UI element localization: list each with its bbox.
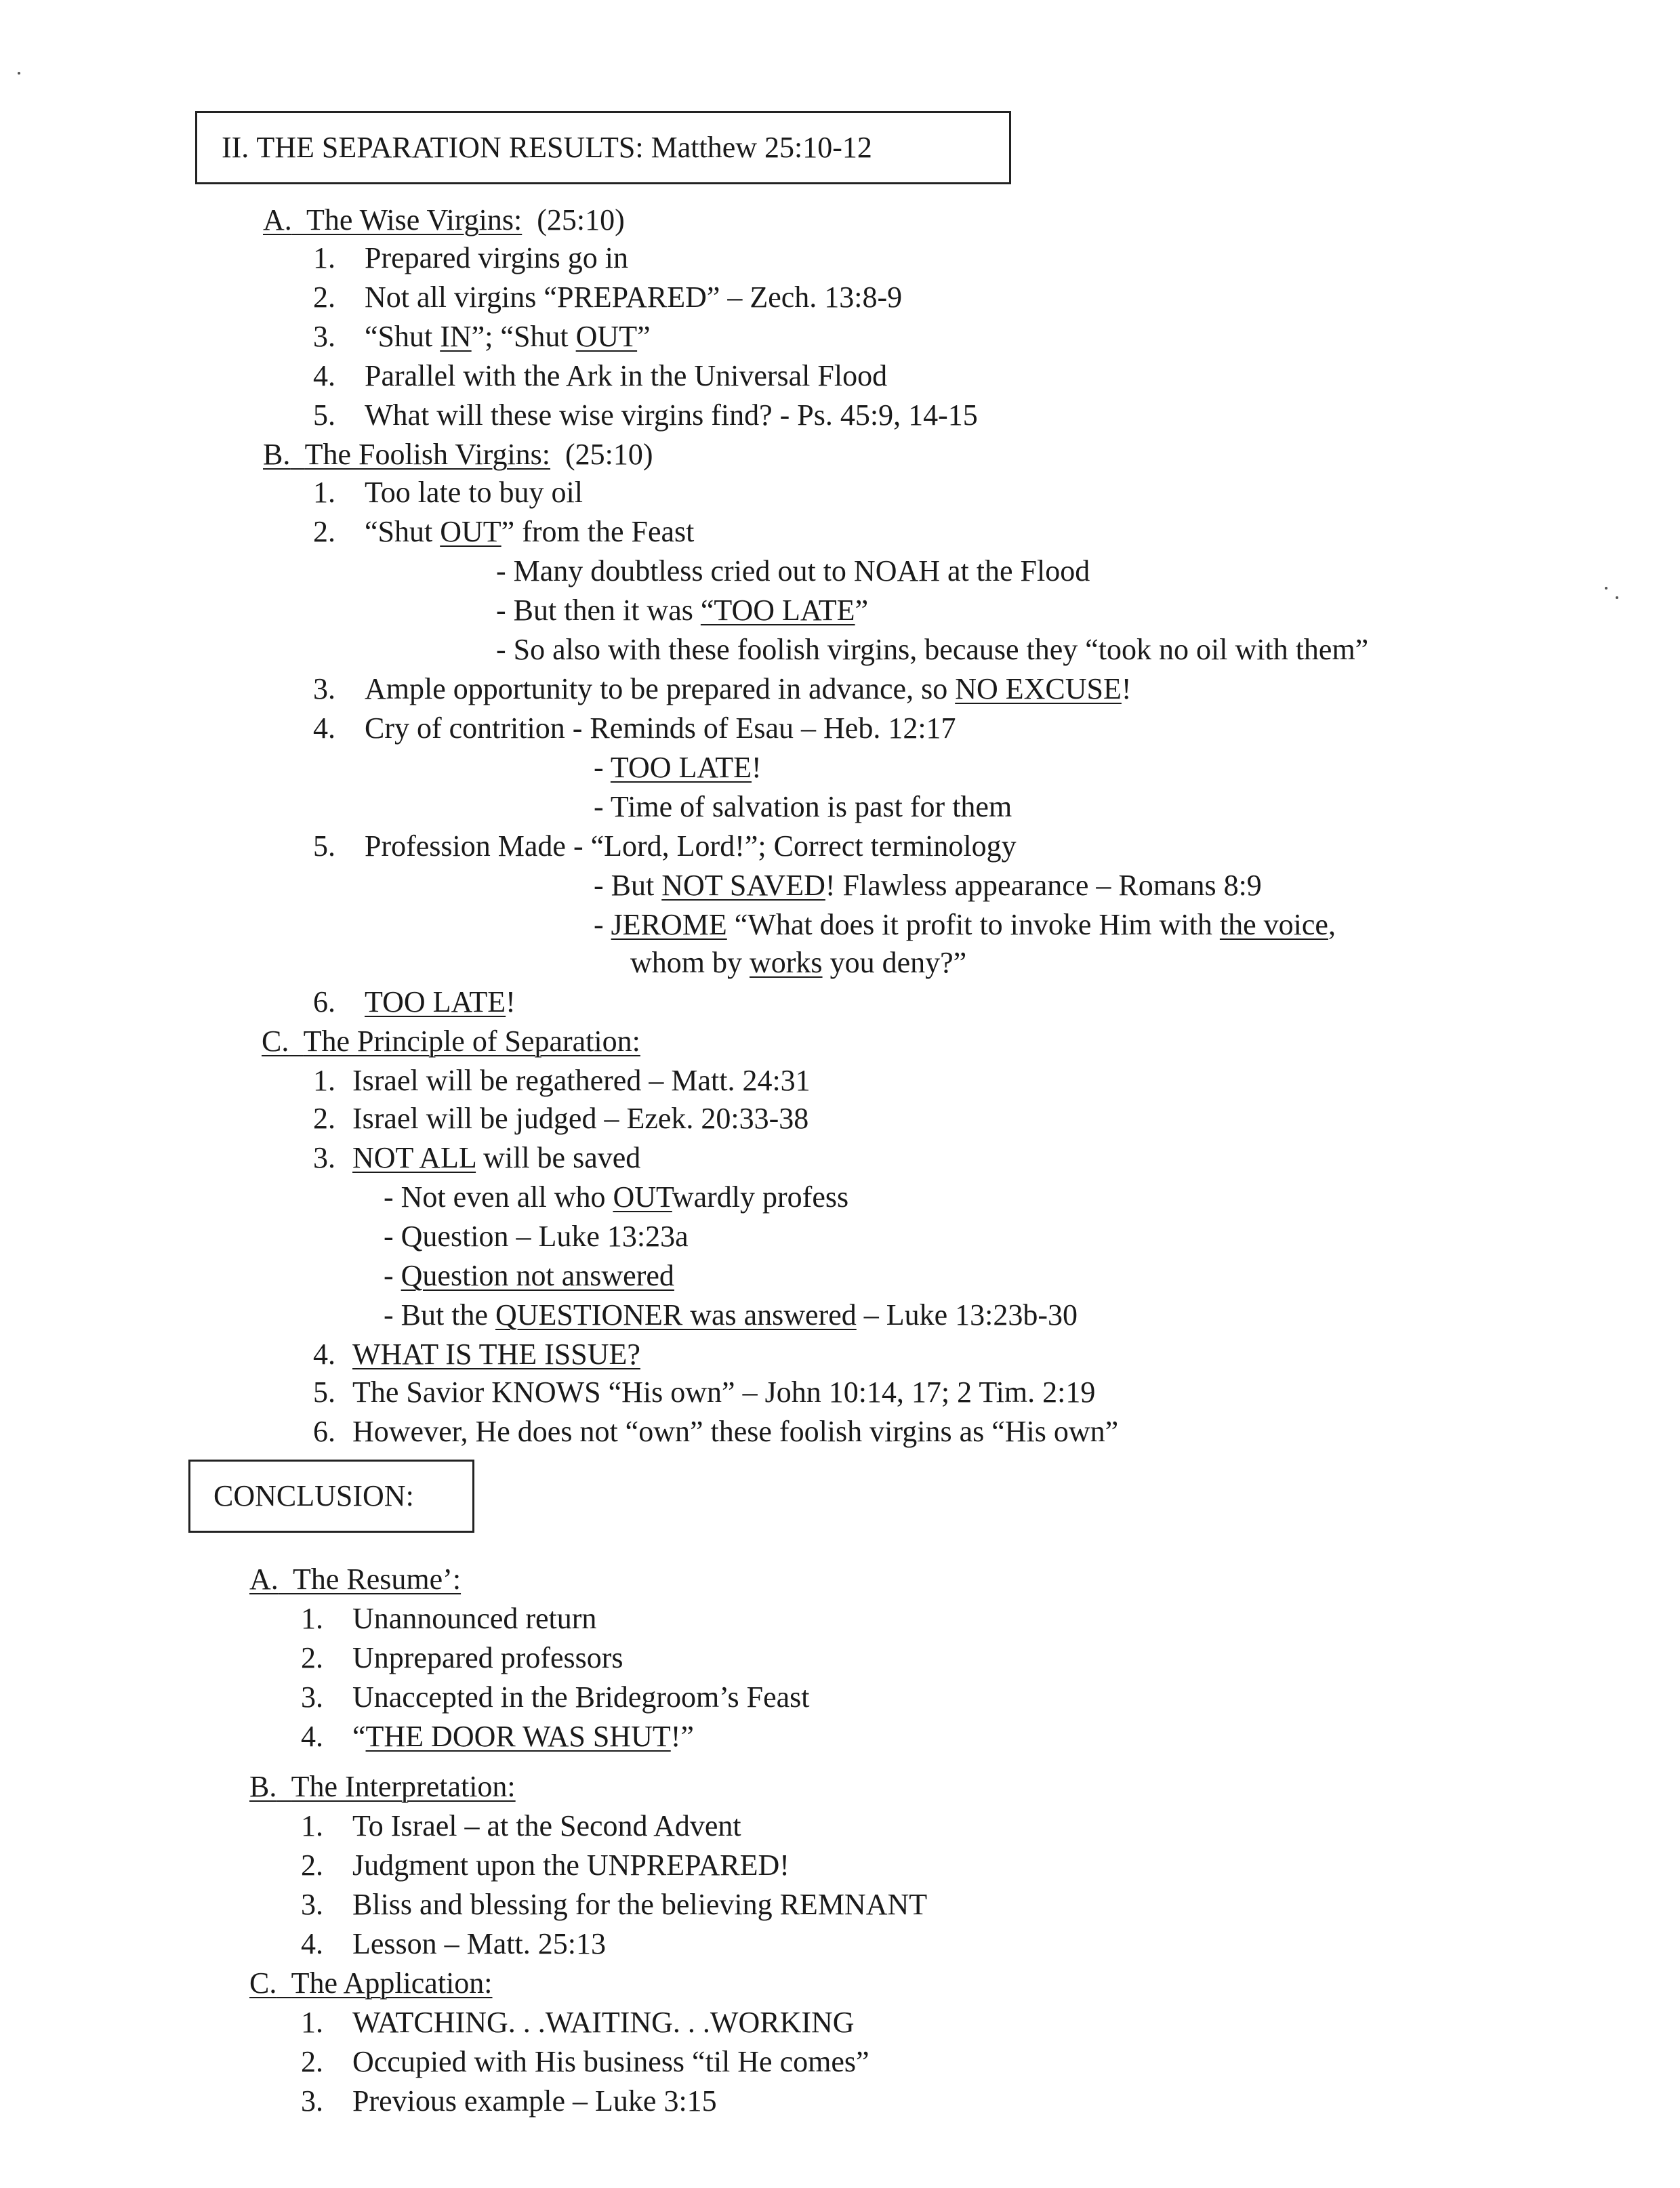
item-text: “ [352,1720,366,1753]
sub-item [594,787,1012,827]
list-item [313,1099,808,1138]
sub-item-text: wardly profess [672,1180,849,1214]
item-number: 1. [301,2006,323,2039]
list-item [313,512,694,552]
sub-item-text: - Many doubtless cried out to NOAH at the Flood [496,554,1090,587]
list-item [313,356,887,396]
subheading-letter: C. [249,1966,277,2000]
subheading-application [249,1964,493,2003]
item-text: Ample opportunity to be prepared in advance, so [365,672,956,705]
item-number: 5. [313,1376,335,1409]
item-text: Israel will be regathered – Matt. 24:31 [352,1064,811,1097]
list-item [301,1717,694,1756]
scan-speck [18,72,20,75]
list-item [313,239,628,278]
item-underline: NOT ALL [352,1141,476,1174]
sub-item [594,866,1262,905]
list-item [313,827,1017,866]
item-number: 3. [313,1141,335,1174]
item-underline: IN [440,320,472,353]
item-text: Unannounced return [352,1602,597,1635]
section-ref: Matthew 25:10-12 [651,131,872,164]
subheading-letter: C. [262,1025,289,1058]
list-item [313,317,651,356]
sub-item-text: - [384,1259,401,1292]
item-number: 3. [301,1888,323,1921]
subheading-letter: B. [249,1770,277,1803]
subheading-wise-virgins [263,201,625,240]
item-number: 5. [313,398,335,432]
sub-item-underline: JEROME [611,908,727,941]
section-roman: II. [222,131,249,164]
sub-item-underline: “TOO LATE [700,594,855,627]
item-underline: THE DOOR WAS SHUT [365,1720,671,1753]
item-number: 5. [313,829,335,863]
scan-speck [1616,596,1618,599]
sub-item-text: “What does it profit to invoke Him with [726,908,1220,941]
item-number: 1. [313,1064,335,1097]
item-number: 1. [301,1809,323,1842]
item-underline: TOO LATE [365,985,506,1018]
item-text: Cry of contrition - Reminds of Esau – Heb. 12:17 [365,711,956,745]
sub-item-text: - So also with these foolish virgins, because they “took no oil with them” [496,633,1369,666]
item-number: 2. [313,281,335,314]
sub-item-text: ” [855,594,869,627]
conclusion-heading-box [188,1460,474,1533]
item-number: 1. [301,1602,323,1635]
item-text: Unaccepted in the Bridegroom’s Feast [352,1680,810,1714]
item-number: 3. [301,1680,323,1714]
item-number: 2. [313,1102,335,1135]
sub-item-continuation [630,943,966,983]
sub-item [384,1217,689,1256]
subheading-title: The Foolish Virgins: [304,438,551,471]
subheading-resume [249,1560,461,1599]
list-item [313,983,516,1022]
list-item [313,473,583,512]
item-underline: WHAT IS THE ISSUE? [352,1338,640,1371]
sub-item-text: ! [752,751,762,784]
sub-item-text: , [1328,908,1336,941]
section-heading-box [195,111,1011,184]
item-text: !” [670,1720,694,1753]
item-number: 2. [301,1849,323,1882]
item-number: 2. [301,2045,323,2078]
item-text: “Shut [365,320,441,353]
subheading-letter: A. [249,1563,279,1596]
item-number: 4. [301,1720,323,1753]
sub-item [594,748,762,787]
sub-item-text: - But the [384,1298,495,1332]
item-text: ! [506,985,516,1018]
item-number: 1. [313,476,335,509]
sub-item-text: - [594,751,611,784]
sub-item [594,905,1336,945]
list-item [301,2003,855,2042]
item-number: 2. [313,515,335,548]
subheading-ref: (25:10) [537,203,625,236]
list-item [301,1846,790,1885]
item-text: Previous example – Luke 3:15 [352,2084,717,2118]
item-text: Lesson – Matt. 25:13 [352,1927,606,1960]
sub-item [496,591,868,630]
sub-item-underline: works [750,946,823,979]
item-text: To Israel – at the Second Advent [352,1809,741,1842]
list-item [301,2082,717,2121]
item-underline: OUT [440,515,501,548]
subheading-interpretation [249,1767,516,1807]
item-text: ” [637,320,651,353]
list-item [313,1373,1095,1412]
item-underline: NO EXCUSE [955,672,1122,705]
item-text: ”; “Shut [471,320,576,353]
item-text: Israel will be judged – Ezek. 20:33-38 [352,1102,809,1135]
item-text: ! [1121,672,1132,705]
item-underline: OUT [575,320,638,353]
subheading-title: The Resume’: [293,1563,462,1596]
item-number: 3. [301,2084,323,2118]
sub-item-text: you deny?” [822,946,967,979]
list-item [301,1638,623,1678]
subheading-ref: (25:10) [565,438,653,471]
sub-item-text: - Not even all who [384,1180,613,1214]
sub-item [384,1296,1078,1335]
sub-item-text: whom by [630,946,750,979]
item-number: 3. [313,672,335,705]
subheading-title: The Wise Virgins: [306,203,523,236]
item-number: 4. [313,359,335,392]
sub-item-underline: OUT [613,1180,672,1214]
sub-item [384,1256,674,1296]
item-text: “Shut [365,515,441,548]
item-text: WATCHING. . .WAITING. . .WORKING [352,2006,855,2039]
list-item [301,1885,927,1924]
item-text: Profession Made - “Lord, Lord!”; Correct terminology [365,829,1017,863]
conclusion-title: CONCLUSION: [213,1479,414,1512]
sub-item [496,552,1090,591]
sub-item-text: - Question – Luke 13:23a [384,1220,689,1253]
list-item [313,396,978,435]
item-text: Unprepared professors [352,1641,623,1674]
item-text: What will these wise virgins find? - Ps. 45:9, 14-15 [365,398,978,432]
item-text: Judgment upon the UNPREPARED! [352,1849,790,1882]
list-item [301,1807,741,1846]
subheading-title: The Interpretation: [291,1770,516,1803]
sub-item-text: ! Flawless appearance – Romans 8:9 [825,869,1262,902]
subheading-title: The Principle of Separation: [303,1025,640,1058]
sub-item-text: - But [594,869,662,902]
item-text: ” from the Feast [501,515,695,548]
sub-item-text: - Time of salvation is past for them [594,790,1012,823]
list-item [301,1924,606,1964]
item-text: Bliss and blessing for the believing REMNANT [352,1888,928,1921]
item-text: The Savior KNOWS “His own” – John 10:14, 17; 2 Tim. 2:19 [352,1376,1096,1409]
sub-item-underline: NOT SAVED [661,869,825,902]
list-item [313,1335,640,1374]
subheading-principle [262,1022,640,1061]
sub-item [496,630,1368,669]
item-number: 4. [313,711,335,745]
item-number: 3. [313,320,335,353]
item-text: will be saved [476,1141,641,1174]
item-text: Occupied with His business “til He comes” [352,2045,869,2078]
sub-item-text: - But then it was [496,594,701,627]
sub-item-underline: the voice [1219,908,1328,941]
list-item [313,278,902,317]
list-item [313,1138,640,1178]
sub-item-underline: TOO LATE [610,751,752,784]
item-text: Not all virgins “PREPARED” – Zech. 13:8-9 [365,281,903,314]
subheading-letter: B. [263,438,291,471]
item-text: Parallel with the Ark in the Universal Flood [365,359,888,392]
item-number: 2. [301,1641,323,1674]
item-number: 1. [313,241,335,274]
subheading-title: The Application: [291,1966,493,2000]
scan-speck [1605,587,1607,590]
list-item [301,1599,596,1638]
list-item [313,709,956,748]
list-item [313,669,1132,709]
item-number: 4. [313,1338,335,1371]
item-number: 4. [301,1927,323,1960]
list-item [313,1412,1118,1451]
item-number: 6. [313,985,335,1018]
sub-item-text: - [594,908,611,941]
item-text: Too late to buy oil [365,476,583,509]
list-item [301,1678,809,1717]
sub-item [384,1178,848,1217]
list-item [301,2042,869,2082]
sub-item-underline: QUESTIONER was answered [495,1298,857,1332]
sub-item-text: – Luke 13:23b-30 [856,1298,1078,1332]
subheading-foolish-virgins [263,435,653,474]
section-title: THE SEPARATION RESULTS: [256,131,644,164]
item-text: However, He does not “own” these foolish virgins as “His own” [352,1415,1119,1448]
subheading-letter: A. [263,203,292,236]
item-text: Prepared virgins go in [365,241,629,274]
sub-item-underline: Question not answered [401,1259,674,1292]
list-item [313,1061,811,1100]
item-number: 6. [313,1415,335,1448]
